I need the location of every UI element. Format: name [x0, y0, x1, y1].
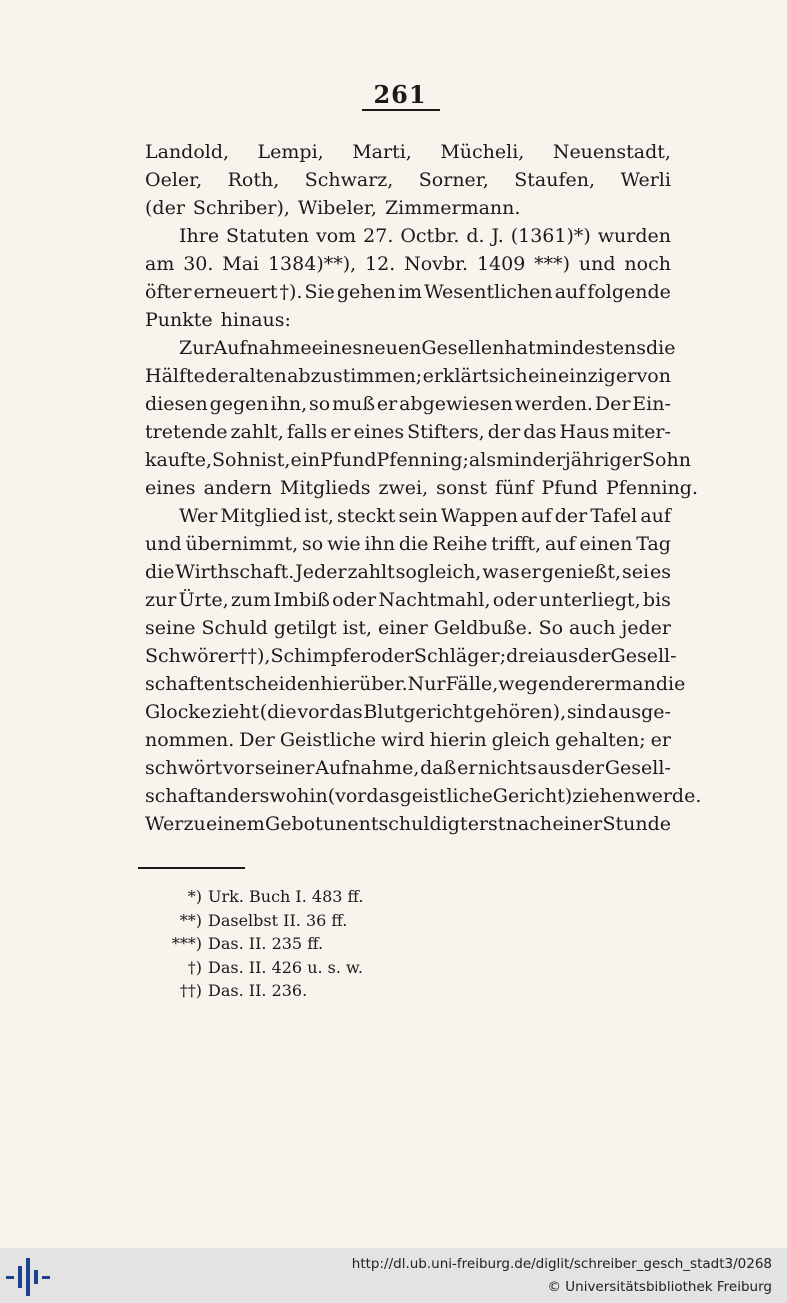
text-line: diesen gegen ihn, so muß er abgewiesen werden. Der Ein- [145, 393, 671, 415]
text-line: Glocke zieht (die vor das Blutgericht gehören), sind ausge- [145, 701, 671, 723]
footnotes [140, 885, 440, 1003]
text-line: eines andern Mitglieds zwei, sonst fünf Pfund Pfenning. [145, 477, 699, 499]
text-line: am 30. Mai 1384)**), 12. Novbr. 1409 ***) und noch [145, 253, 671, 275]
copyright-notice: © Universitätsbibliothek Freiburg [547, 1279, 772, 1295]
text-line: schwört vor seiner Aufnahme, daß er nichts aus der Gesell- [145, 757, 671, 779]
text-line: Oeler, Roth, Schwarz, Sorner, Staufen, Werli [145, 169, 671, 191]
text-line: schaft entscheiden hierüber. Nur Fälle, wegen derer man die [145, 673, 686, 695]
footnote-text: Das. II. 235 ff. [208, 934, 324, 953]
text-line: Wer zu einem Gebot unentschuldigt erst nach einer Stunde [145, 813, 671, 835]
viewer-footer [0, 1248, 787, 1303]
footnote-text: Daselbst II. 36 ff. [208, 910, 348, 930]
text-line: die Wirthschaft. Jeder zahlt sogleich, was er genießt, sei es [145, 561, 671, 583]
footnote-mark: **) [179, 910, 202, 930]
text-line: nommen. Der Geistliche wird hierin gleich gehalten; er [145, 729, 671, 751]
text-line: Zur Aufnahme eines neuen Gesellen hat mindestens die [179, 337, 676, 359]
page-number: 261 [373, 80, 427, 109]
text-line: Wer Mitglied ist, steckt sein Wappen auf der Tafel auf [179, 505, 671, 527]
footnote-text: Das. II. 426 u. s. w. [208, 957, 363, 977]
document-url-link[interactable]: http://dl.ub.uni-freiburg.de/diglit/schreiber_gesch_stadt3/0268 [351, 1256, 772, 1272]
footnote-mark: †) [187, 957, 202, 977]
footnote-rule [138, 867, 245, 869]
footnote-mark: ††) [179, 981, 202, 1000]
footnote [140, 956, 440, 980]
text-line: Schwörer ††), Schimpfer oder Schläger; drei aus der Gesell- [145, 645, 677, 667]
footnote-mark: ***) [171, 934, 202, 953]
text-line: zur Ürte, zum Imbiß oder Nachtmahl, oder unterliegt, bis [145, 589, 671, 611]
footnote [140, 979, 440, 1003]
text-line: Punkte hinaus: [145, 309, 291, 331]
text-line: Ihre Statuten vom 27. Octbr. d. J. (1361)*) wurden [179, 225, 671, 247]
text-line: Hälfte der alten abzustimmen; erklärt sich ein einziger von [145, 365, 671, 387]
footnote-text: Urk. Buch I. 483 ff. [208, 887, 364, 906]
text-line: seine Schuld getilgt ist, einer Geldbuße. So auch jeder [145, 617, 671, 639]
ub-freiburg-logo-icon[interactable] [6, 1256, 50, 1296]
text-line: Landold, Lempi, Marti, Mücheli, Neuenstadt, [145, 141, 671, 163]
text-line: öfter erneuert †). Sie gehen im Wesentlichen auf folgende [145, 281, 671, 303]
text-line: kaufte, Sohn ist, ein Pfund Pfenning; als minderjähriger Sohn [145, 449, 691, 471]
body-text [145, 138, 702, 838]
text-line: schaft anderswohin (vor das geistliche Gericht) ziehen werde. [145, 785, 702, 807]
text-line: tretende zahlt, falls er eines Stifters, der das Haus miter- [145, 421, 671, 443]
footnote [140, 909, 440, 933]
footnote-text: Das. II. 236. [208, 981, 308, 1000]
footnote-mark: *) [187, 887, 202, 906]
text-line: (der Schriber), Wibeler, Zimmermann. [145, 197, 521, 219]
footnote [140, 885, 440, 909]
text-line: und übernimmt, so wie ihn die Reihe trifft, auf einen Tag [145, 533, 671, 555]
page-number-rule [362, 109, 440, 111]
footnote [140, 932, 440, 956]
